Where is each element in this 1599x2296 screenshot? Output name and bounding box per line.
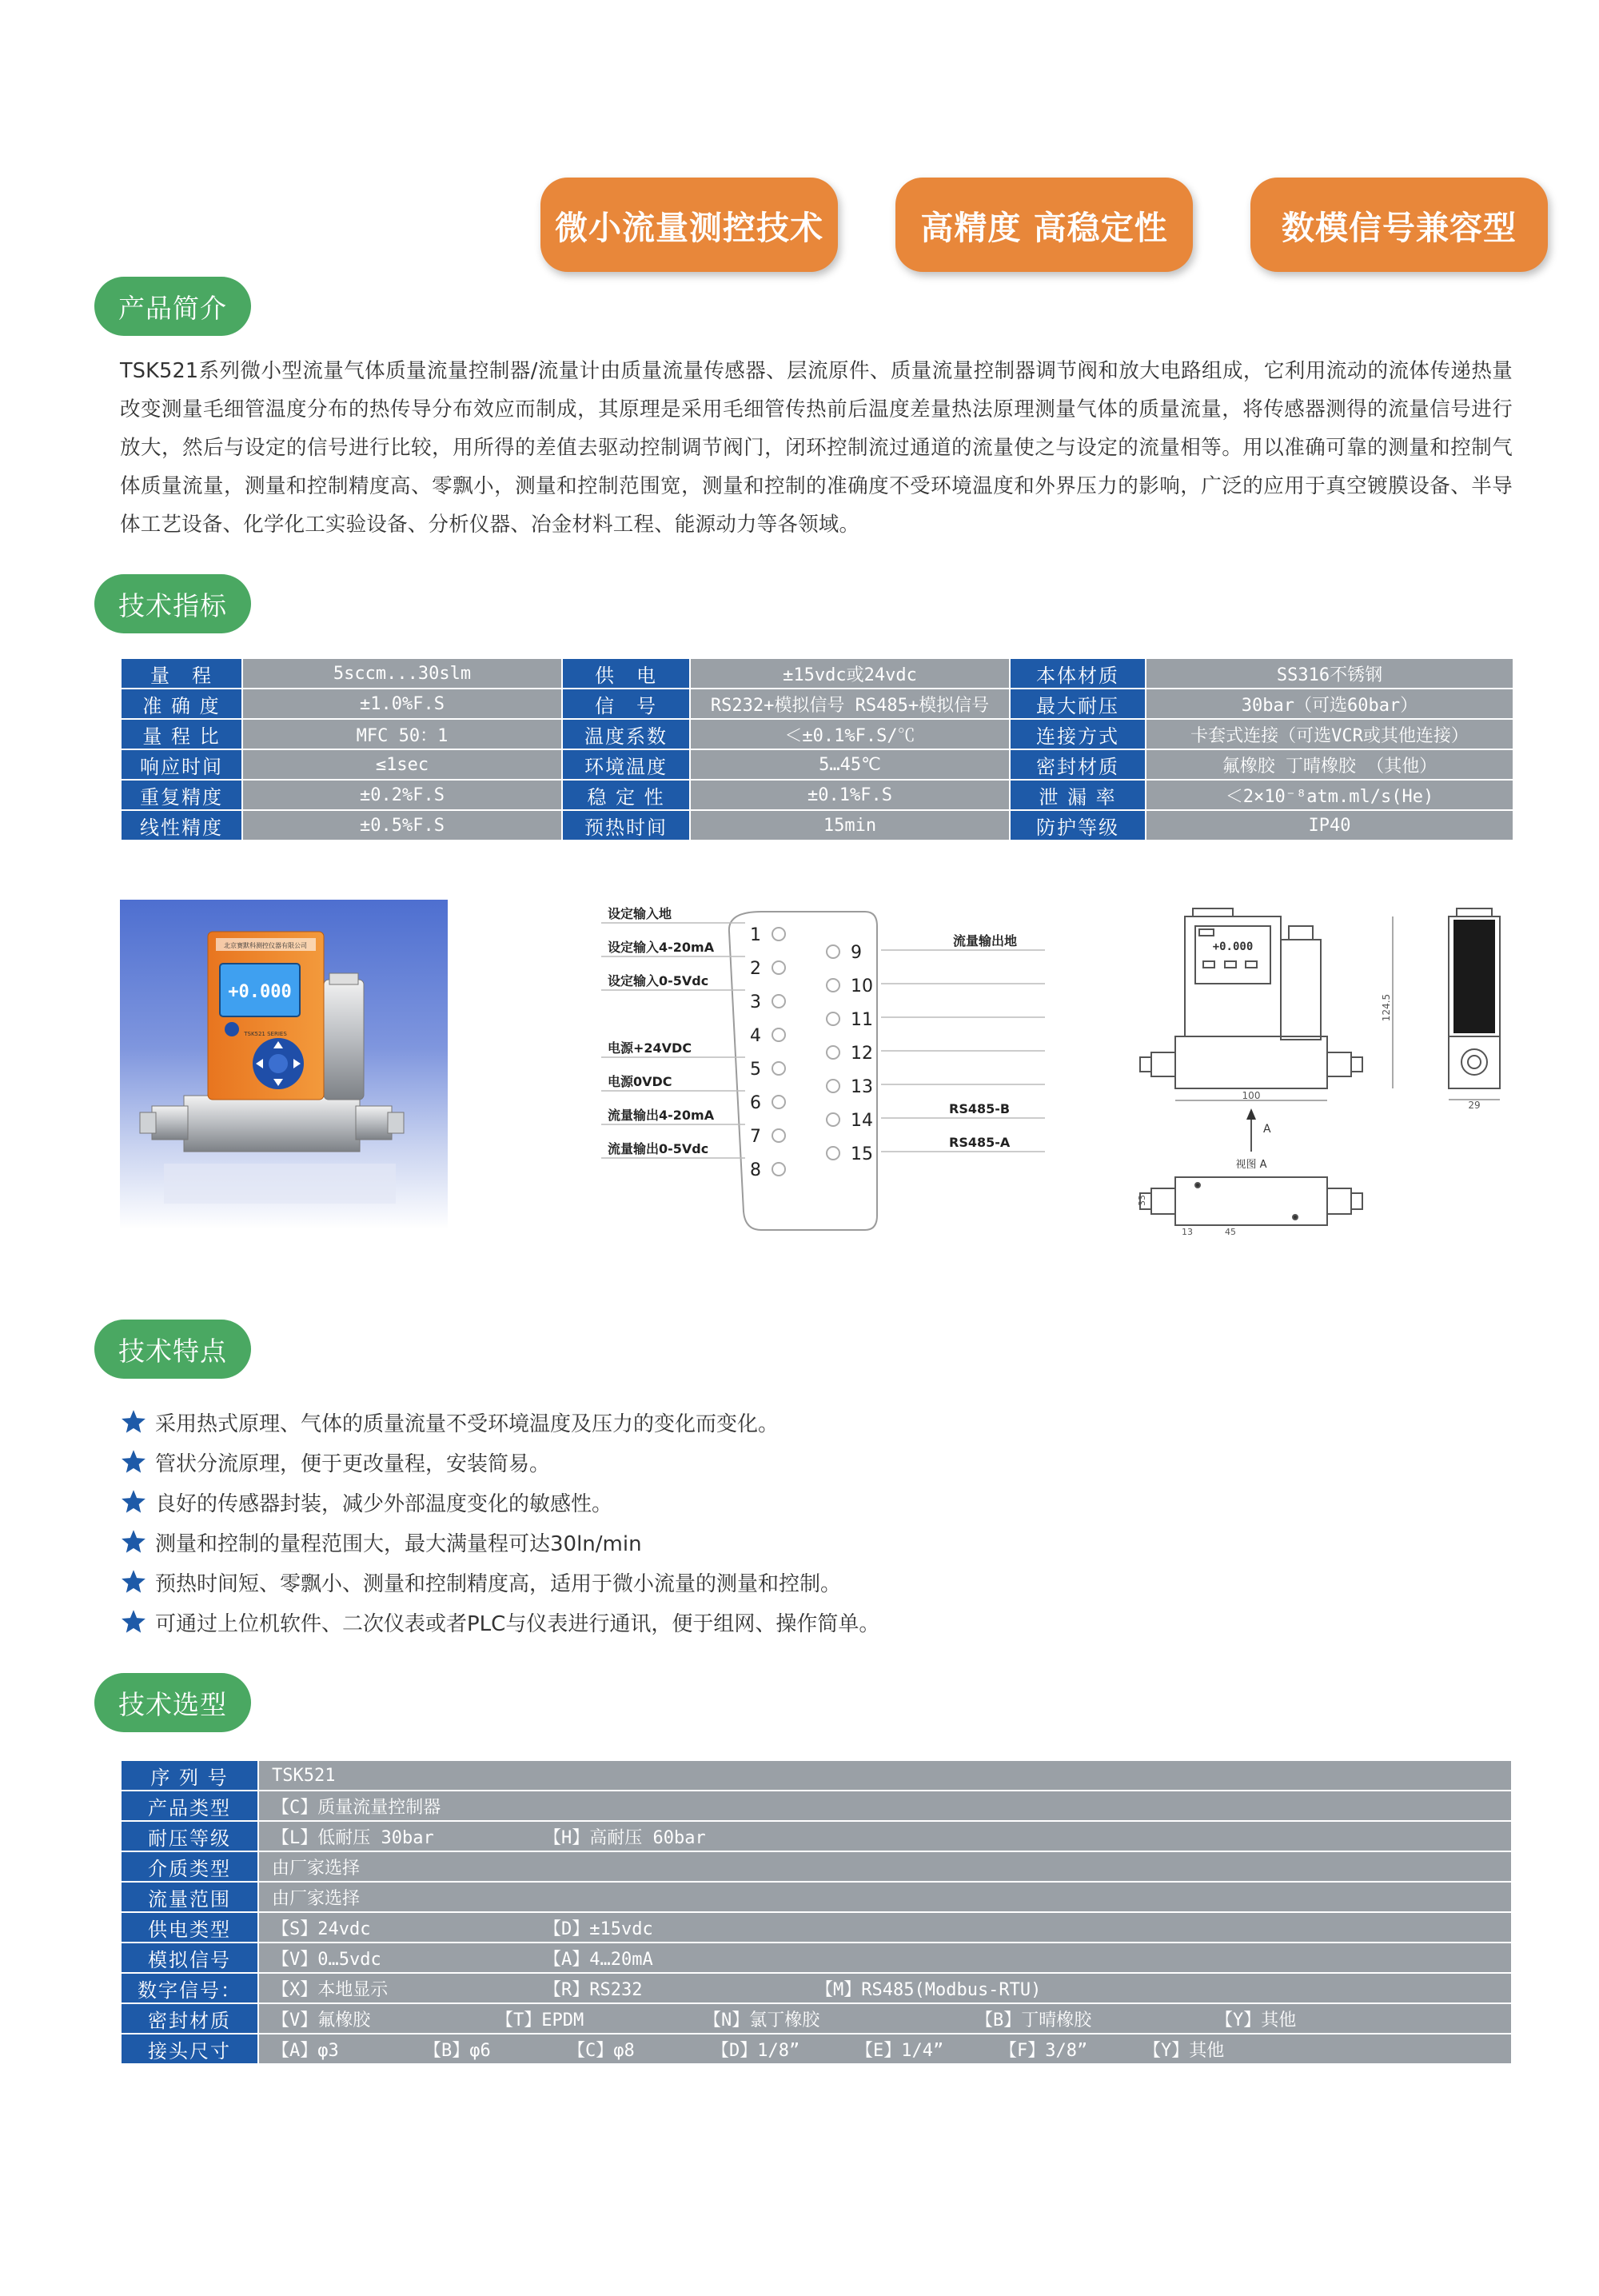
spec-label: 重复精度: [121, 780, 242, 810]
spec-row: [121, 658, 1513, 689]
spec-value: 15min: [690, 810, 1010, 841]
pin-label: 电源0VDC: [608, 1074, 672, 1089]
pin-label: 设定输入4-20mA: [608, 940, 715, 955]
pin-hole: [772, 1096, 785, 1108]
spec-value: ±0.5%F.S: [242, 810, 562, 841]
selection-row: [121, 2034, 1512, 2064]
spec-value: SS316不锈钢: [1146, 658, 1513, 689]
pin-hole: [827, 1113, 839, 1126]
pin-number: 4: [750, 1026, 761, 1046]
pin-number: 11: [851, 1010, 873, 1030]
feature-text: 采用热式原理、气体的质量流量不受环境温度及压力的变化而变化。: [155, 1412, 780, 1436]
spec-row: [121, 780, 1513, 810]
dim-bottom-a: 13: [1182, 1227, 1193, 1237]
spec-value: ±0.1%F.S: [690, 780, 1010, 810]
spec-value: 氟橡胶 丁晴橡胶 （其他）: [1146, 749, 1513, 780]
star-icon: [120, 1528, 147, 1555]
pin-number: 5: [750, 1060, 761, 1080]
spec-value: 卡套式连接（可选VCR或其他连接）: [1146, 719, 1513, 749]
dim-height: 124.5: [1381, 993, 1392, 1022]
spec-label: 密封材质: [1010, 749, 1146, 780]
feature-item: [120, 1482, 879, 1522]
feature-item: [120, 1562, 879, 1602]
spec-row: [121, 689, 1513, 719]
feature-text: 预热时间短、零飘小、测量和控制精度高，适用于微小流量的测量和控制。: [155, 1571, 842, 1596]
selection-label: 耐压等级: [121, 1821, 258, 1851]
spec-label: 连接方式: [1010, 719, 1146, 749]
selection-option: 【L】低耐压 30bar: [272, 1827, 434, 1848]
pin-hole: [827, 945, 839, 958]
selection-option: 【C】φ8: [568, 2040, 635, 2061]
spec-label: 稳 定 性: [562, 780, 690, 810]
selection-option: 【A】4…20mA: [544, 1949, 653, 1970]
feature-pills: [540, 178, 1548, 272]
selection-options: [258, 1882, 1512, 1912]
spec-label: 泄 漏 率: [1010, 780, 1146, 810]
selection-options: [258, 1851, 1512, 1882]
pin-number: 8: [750, 1160, 761, 1180]
spec-value: IP40: [1146, 810, 1513, 841]
selection-option: 【A】φ3: [272, 2040, 339, 2061]
selection-option: 【R】RS232: [544, 1979, 643, 2000]
pin-label: 电源+24VDC: [608, 1040, 692, 1056]
feature-item: [120, 1402, 879, 1442]
selection-options: [258, 1973, 1512, 2003]
selection-options: [258, 1943, 1512, 1973]
pin-hole: [772, 1163, 785, 1176]
spec-row: [121, 719, 1513, 749]
selection-option: 【M】RS485(Modbus-RTU): [815, 1979, 1042, 2000]
pin-number: 3: [750, 992, 761, 1012]
pin-label: RS485-B: [949, 1101, 1011, 1116]
selection-row: [121, 1760, 1512, 1791]
pin-label: 流量输出4-20mA: [608, 1108, 715, 1123]
spec-label: 供 电: [562, 658, 690, 689]
spec-label: 信 号: [562, 689, 690, 719]
star-icon: [120, 1488, 147, 1515]
spec-value: 5sccm...30slm: [242, 658, 562, 689]
selection-label: 介质类型: [121, 1851, 258, 1882]
selection-label: 数字信号：: [121, 1973, 258, 2003]
spec-value: 30bar（可选60bar）: [1146, 689, 1513, 719]
pin-hole: [772, 1062, 785, 1075]
selection-options: [258, 1791, 1512, 1821]
selection-option: 由厂家选择: [272, 1888, 361, 1909]
intro-paragraph: TSK521系列微小型流量气体质量流量控制器/流量计由质量流量传感器、层流原件、质量流量控制器调节阀和放大电路组成，它利用流动的流体传递热量改变测量毛细管温度分布的热传导分布效应而制成，其原理是采用毛细管传热前后温度差量热法原理测量气体的质量流量，将传感器测得的流量信号进行放大，然后与设定的信号进行比较，用所得的差值去驱动控制调节阀门，闭环控制流过通道的流量使之与设定的流量相等。用以准确可靠的测量和控制气体质量流量，测量和控制精度高、零飘小，测量和控制范围宽，测量和控制的准确度不受环境温度和外界压力的影响，广泛的应用于真空镀膜设备、半导体工艺设备、化学化工实验设备、分析仪器、冶金材料工程、能源动力等各领域。: [120, 359, 1513, 537]
spec-label: 响应时间: [121, 749, 242, 780]
spec-label: 温度系数: [562, 719, 690, 749]
section-intro-header: [94, 277, 251, 336]
selection-options: [258, 2003, 1512, 2034]
selection-option: 【Y】其他: [1215, 2010, 1297, 2030]
selection-row: [121, 2003, 1512, 2034]
star-icon: [120, 1448, 147, 1475]
pin-number: 7: [750, 1127, 761, 1147]
selection-label: 密封材质: [121, 2003, 258, 2034]
pill-micro-flow: 微小流量测控技术: [540, 178, 838, 272]
section-spec-tag: 技术指标: [94, 574, 251, 633]
selection-option: TSK521: [272, 1765, 336, 1786]
selection-label: 序 列 号: [121, 1760, 258, 1791]
photo-brand: 北京赛默科测控仪器有限公司: [224, 942, 307, 949]
selection-option: 【S】24vdc: [272, 1919, 371, 1939]
pill-high-precision: 高精度 高稳定性: [895, 178, 1193, 272]
selection-option: 【H】高耐压 60bar: [544, 1827, 706, 1848]
pin-label: 流量输出地: [953, 933, 1018, 948]
pin-label: 设定输入地: [608, 906, 672, 921]
selection-option: 【V】氟橡胶: [272, 2010, 371, 2030]
feature-item: [120, 1602, 879, 1642]
view-label: 视图 A: [1235, 1159, 1267, 1171]
selection-options: [258, 2034, 1512, 2064]
dim-bottom-b: 45: [1225, 1227, 1236, 1237]
feature-text: 良好的传感器封装，减少外部温度变化的敏感性。: [155, 1491, 613, 1516]
selection-option: 【V】0…5vdc: [272, 1949, 381, 1970]
selection-row: [121, 1821, 1512, 1851]
selection-option: 【N】氯丁橡胶: [704, 2010, 820, 2030]
spec-row: [121, 810, 1513, 841]
selection-option: 【B】φ6: [424, 2040, 491, 2061]
pill-signal-compatible: 数模信号兼容型: [1250, 178, 1548, 272]
pin-hole: [772, 995, 785, 1008]
feature-text: 测量和控制的量程范围大，最大满量程可达30ln/min: [155, 1531, 642, 1556]
pin-number: 14: [851, 1111, 873, 1131]
dim-width: 100: [1242, 1090, 1261, 1101]
selection-option: 【X】本地显示: [272, 1979, 389, 2000]
photo-lcd-value: +0.000: [228, 982, 292, 1002]
spec-value: ±15vdc或24vdc: [690, 658, 1010, 689]
spec-label: 环境温度: [562, 749, 690, 780]
pin-hole: [827, 979, 839, 992]
pin-number: 6: [750, 1093, 761, 1113]
selection-option: 【B】丁晴橡胶: [975, 2010, 1092, 2030]
pin-hole: [827, 1080, 839, 1092]
db15-pinout-diagram: [601, 896, 1049, 1232]
pin-number: 13: [851, 1077, 873, 1097]
section-selection-tag: 技术选型: [94, 1673, 251, 1732]
selection-options: [258, 1821, 1512, 1851]
db15-connector: [601, 896, 1049, 1232]
selection-option: 【T】EPDM: [496, 2010, 584, 2030]
selection-label: 流量范围: [121, 1882, 258, 1912]
pin-hole: [827, 1147, 839, 1160]
product-photo: [120, 900, 448, 1229]
pin-hole: [827, 1046, 839, 1059]
spec-label: 量 程 比: [121, 719, 242, 749]
pin-hole: [772, 928, 785, 940]
pin-number: 2: [750, 959, 761, 979]
spec-label: 最大耐压: [1010, 689, 1146, 719]
pin-number: 15: [851, 1144, 873, 1164]
selection-option: 由厂家选择: [272, 1858, 361, 1879]
dim-depth: 29: [1468, 1100, 1481, 1111]
feature-text: 可通过上位机软件、二次仪表或者PLC与仪表进行通讯，便于组网、操作简单。: [155, 1611, 880, 1636]
selection-option: 【C】质量流量控制器: [272, 1797, 441, 1818]
star-icon: [120, 1568, 147, 1595]
arrow-label: A: [1263, 1123, 1271, 1136]
section-selection-header: [94, 1673, 251, 1732]
selection-table: [120, 1759, 1513, 2065]
pin-number: 12: [851, 1044, 873, 1064]
dim-side: 33: [1137, 1195, 1147, 1206]
spec-label: 线性精度: [121, 810, 242, 841]
spec-value: ±0.2%F.S: [242, 780, 562, 810]
spec-value: MFC 50：1: [242, 719, 562, 749]
spec-value: 5…45℃: [690, 749, 1010, 780]
feature-item: [120, 1442, 879, 1482]
spec-value: ≤1sec: [242, 749, 562, 780]
selection-option: 【E】1/4”: [855, 2040, 944, 2061]
features-list: [120, 1402, 879, 1642]
pin-label: 设定输入0-5Vdc: [608, 973, 709, 988]
selection-row: [121, 1791, 1512, 1821]
selection-option: 【D】1/8”: [712, 2040, 800, 2061]
feature-text: 管状分流原理，便于更改量程，安装简易。: [155, 1451, 551, 1476]
section-features-tag: 技术特点: [94, 1320, 251, 1379]
spec-label: 准 确 度: [121, 689, 242, 719]
spec-value: ＜2×10⁻⁸atm.ml/s(He): [1146, 780, 1513, 810]
drawing-lcd-value: +0.000: [1212, 940, 1254, 953]
spec-label: 本体材质: [1010, 658, 1146, 689]
spec-label: 量 程: [121, 658, 242, 689]
star-icon: [120, 1608, 147, 1635]
section-intro-tag: 产品简介: [94, 277, 251, 336]
selection-row: [121, 1882, 1512, 1912]
spec-value: ＜±0.1%F.S/℃: [690, 719, 1010, 749]
selection-option: 【F】3/8”: [999, 2040, 1088, 2061]
pin-hole: [827, 1012, 839, 1025]
selection-options: [258, 1760, 1512, 1791]
pin-number: 10: [851, 976, 873, 996]
selection-options: [258, 1912, 1512, 1943]
section-features-header: [94, 1320, 251, 1379]
selection-row: [121, 1943, 1512, 1973]
selection-row: [121, 1912, 1512, 1943]
photo-model: TSK521 SERIES: [244, 1031, 287, 1037]
selection-row: [121, 1851, 1512, 1882]
spec-label: 预热时间: [562, 810, 690, 841]
outline-drawing: [1135, 896, 1527, 1240]
pin-hole: [772, 1028, 785, 1041]
pin-hole: [772, 961, 785, 974]
selection-label: 接头尺寸: [121, 2034, 258, 2064]
feature-item: [120, 1522, 879, 1562]
spec-table: [120, 657, 1514, 841]
pin-label: 流量输出0-5Vdc: [608, 1141, 709, 1156]
pin-label: RS485-A: [949, 1135, 1011, 1150]
pin-hole: [772, 1129, 785, 1142]
spec-value: ±1.0%F.S: [242, 689, 562, 719]
pin-number: 9: [851, 943, 862, 963]
pin-number: 1: [750, 925, 761, 945]
spec-row: [121, 749, 1513, 780]
selection-label: 供电类型: [121, 1912, 258, 1943]
selection-option: 【Y】其他: [1143, 2040, 1225, 2061]
spec-value: RS232+模拟信号 RS485+模拟信号: [690, 689, 1010, 719]
selection-option: 【D】±15vdc: [544, 1919, 653, 1939]
section-spec-header: [94, 574, 251, 633]
star-icon: [120, 1408, 147, 1435]
selection-row: [121, 1973, 1512, 2003]
mass-flow-controller-illustration: [120, 900, 448, 1229]
selection-label: 产品类型: [121, 1791, 258, 1821]
dimension-drawing: [1135, 896, 1527, 1240]
spec-label: 防护等级: [1010, 810, 1146, 841]
selection-label: 模拟信号: [121, 1943, 258, 1973]
